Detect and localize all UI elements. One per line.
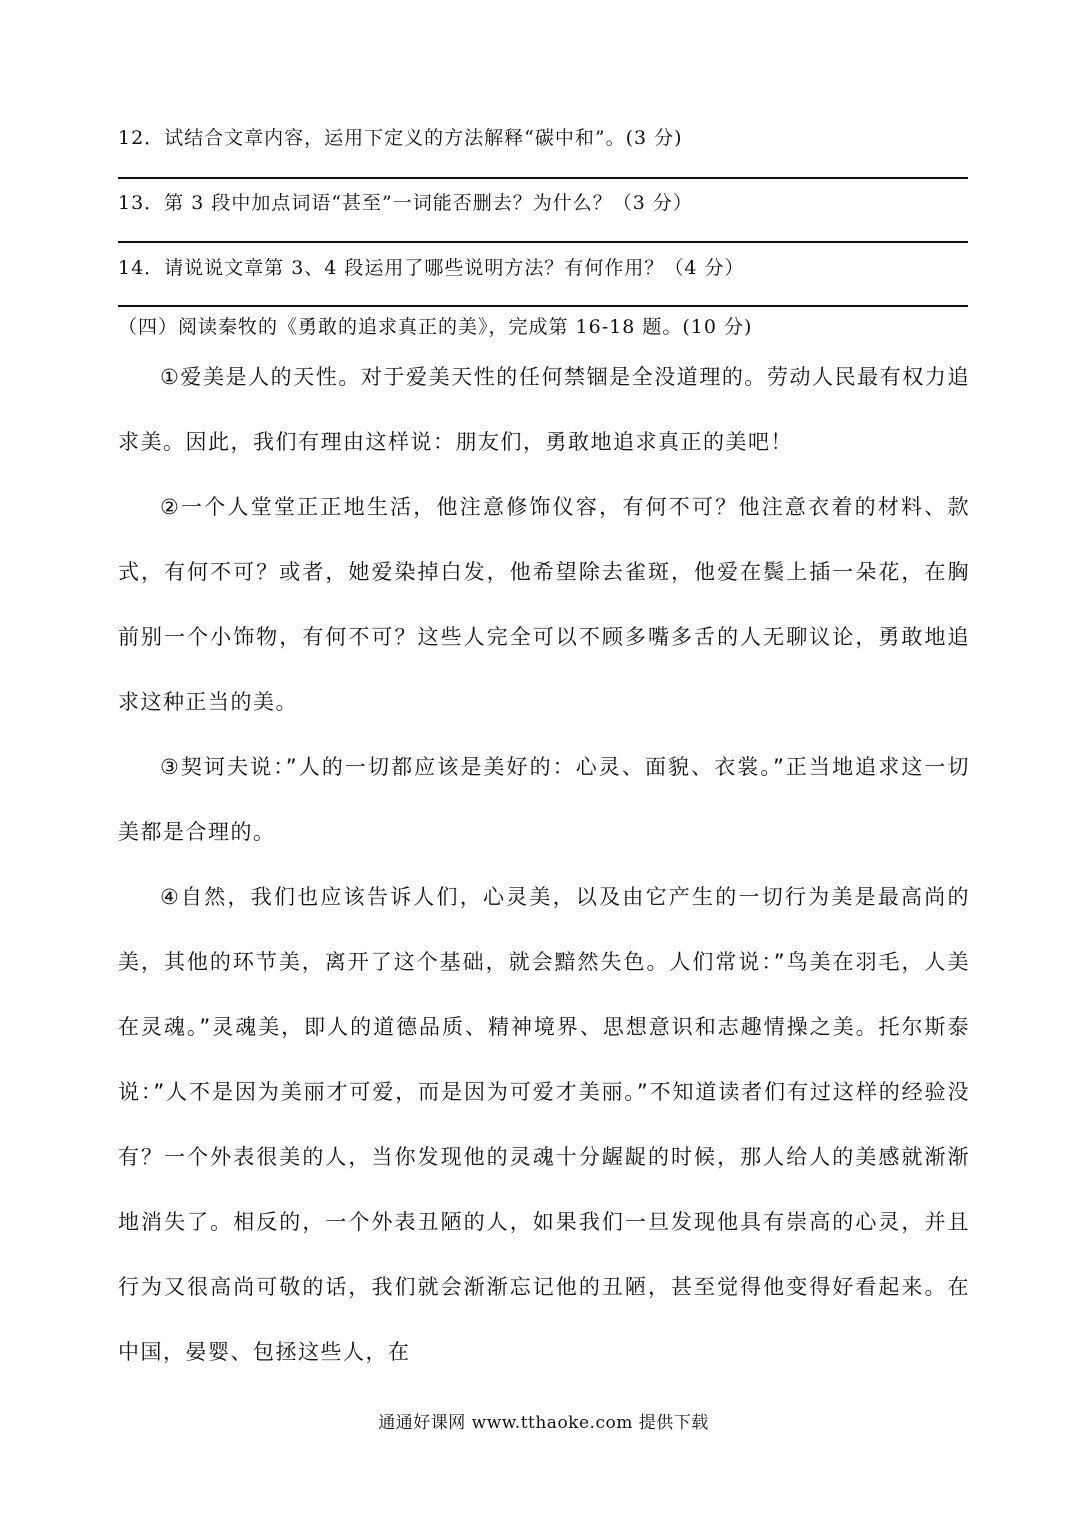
answer-line-13[interactable] xyxy=(118,241,968,243)
question-14: 14．请说说文章第 3、4 段运用了哪些说明方法？有何作用？（4 分） xyxy=(118,257,745,279)
question-13: 13．第 3 段中加点词语“甚至”一词能否删去？为什么？（3 分） xyxy=(118,192,693,214)
page-footer: 通通好课网 www.tthaoke.com 提供下载 xyxy=(378,1413,709,1433)
paragraph-3: ③契诃夫说：”人的一切都应该是美好的：心灵、面貌、衣裳。”正当地追求这一切美都是合理的。 xyxy=(118,755,970,844)
paragraph-4: ④自然，我们也应该告诉人们，心灵美，以及由它产生的一切行为美是最高尚的美，其他的环节美，离开了这个基础，就会黯然失色。人们常说：”鸟美在羽毛，人美在灵魂。”灵魂美，即人的道德品质、精神境界、思想意识和志趣情操之美。托尔斯泰说：”人不是因为美丽才可爱，而是因为可爱才美丽。”不知道读者们有过这样的经验没有？一个外表很美的人，当你发现他的灵魂十分龌龊的时候，那人给人的美感就渐渐地消失了。相反的，一个外表丑陋的人，如果我们一旦发现他具有崇高的心灵，并且行为又很高尚可敬的话，我们就会渐渐忘记他的丑陋，甚至觉得他变得好看起来。在中国，晏婴、包拯这些人，在 xyxy=(118,885,970,1364)
answer-line-14[interactable] xyxy=(118,305,968,307)
paragraph-1: ①爱美是人的天性。对于爱美天性的任何禁锢是全没道理的。劳动人民最有权力追求美。因此，我们有理由这样说：朋友们，勇敢地追求真正的美吧！ xyxy=(118,365,970,454)
answer-line-12[interactable] xyxy=(118,177,968,179)
paragraph-2: ②一个人堂堂正正地生活，他注意修饰仪容，有何不可？他注意衣着的材料、款式，有何不可？或者，她爱染掉白发，他希望除去雀斑，他爱在鬓上插一朵花，在胸前别一个小饰物，有何不可？这些人完全可以不顾多嘴多舌的人无聊议论，勇敢地追求这种正当的美。 xyxy=(118,495,970,714)
question-12: 12．试结合文章内容，运用下定义的方法解释“碳中和”。(3 分) xyxy=(118,127,683,149)
section-heading: （四）阅读秦牧的《勇敢的追求真正的美》，完成第 16-18 题。(10 分) xyxy=(118,316,753,338)
article-body xyxy=(118,345,970,1385)
